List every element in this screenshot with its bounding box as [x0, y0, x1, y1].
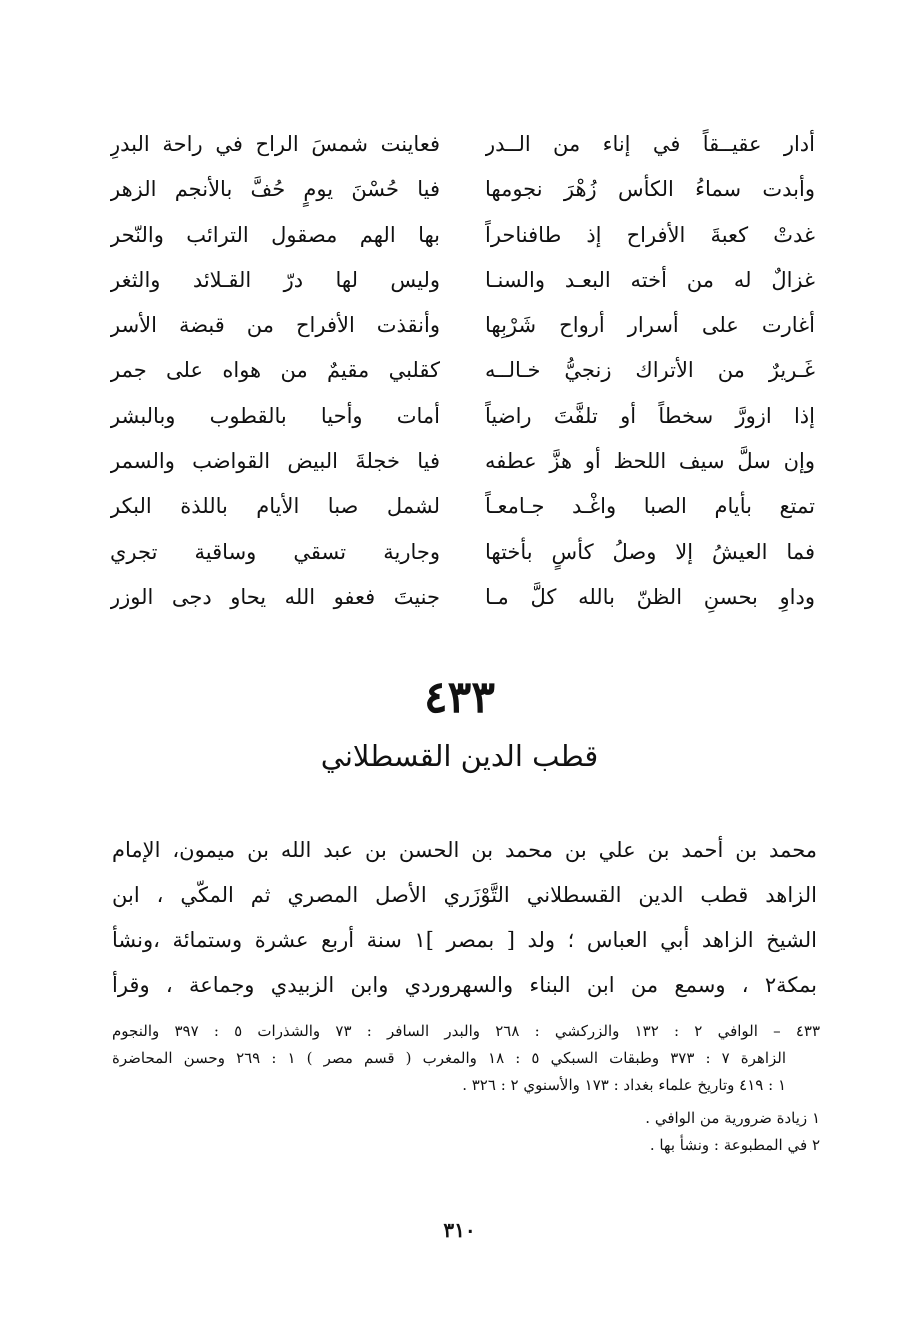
verse	[110, 122, 815, 167]
verse-first-hemistich: غزالٌ له من أخته البعـد والسنـا	[485, 267, 815, 292]
verse-second-hemistich: لشمل صبا الأيام باللذة البكر	[110, 494, 440, 519]
footnotes	[112, 1018, 820, 1159]
footnote-2: ٢ في المطبوعة : ونشأ بها .	[649, 1136, 820, 1154]
text-line: الشيخ الزاهد أبي العباس ؛ ولد [ بمصر ]١ سنة أربع عشرة وستمائة ،ونشأ	[112, 928, 817, 952]
source-note-line: ٤٣٣ – الوافي ٢ : ١٣٢ والزركشي : ٢٦٨ والبدر السافر : ٧٣ والشذرات ٥ : ٣٩٧ والنجوم	[112, 1022, 820, 1040]
biography-number: ٤٣٣	[424, 672, 495, 723]
verse-first-hemistich: وإن سلَّ سيف اللحظ أو هزَّ عطفه	[485, 449, 815, 474]
verse-first-hemistich: غَـريرٌ من الأتراك زنجيُّ خـالــه	[485, 358, 815, 383]
verse-first-hemistich: وأبدت سماءُ الكأس زُهْرَ نجومها	[485, 177, 815, 202]
page-number: ٣١٠	[443, 1218, 476, 1242]
verse-second-hemistich: وجارية تسقي وساقية تجري	[110, 539, 440, 564]
verse-first-hemistich: غدتْ كعبةَ الأفراح إذ طافناحراً	[485, 222, 815, 247]
biography-text	[112, 828, 817, 1008]
source-note-line: الزاهرة ٧ : ٣٧٣ وطبقات السبكي ٥ : ١٨ والمغرب ( قسم مصر ) ١ : ٢٦٩ وحسن المحاضرة	[112, 1049, 787, 1067]
verse-first-hemistich: أدار عقيــقاً في إناء من الــدر	[485, 132, 815, 156]
verse-second-hemistich: وليس لها درّ القـلائد والثغر	[110, 267, 440, 292]
verse-second-hemistich: فيا حُسْنَ يومٍ حُفَّ بالأنجم الزهر	[110, 177, 440, 202]
verse-first-hemistich: فما العيشُ إلا وصلُ كأسٍ بأختها	[485, 539, 815, 564]
verse	[110, 439, 815, 484]
verse-second-hemistich: بها الهم مصقول الترائب والنّحر	[110, 222, 440, 247]
verse	[110, 530, 815, 575]
verse-first-hemistich: تمتع بأيام الصبا واغْـد جـامعـاً	[485, 494, 815, 519]
text-line: محمد بن أحمد بن علي بن محمد بن الحسن بن عبد الله بن ميمون، الإمام	[112, 838, 817, 862]
verse-second-hemistich: أمات وأحيا بالقطوب وبالبشر	[110, 403, 440, 428]
verse-second-hemistich: كقلبي مقيمٌ من هواه على جمر	[110, 358, 440, 383]
verse-first-hemistich: وداوِ بحسنِ الظنّ بالله كلَّ مـا	[485, 584, 815, 609]
source-note-line: ١ : ٤١٩ وتاريخ علماء بغداد : ١٧٣ والأسنوي ٢ : ٣٢٦ .	[462, 1076, 786, 1094]
text-line: بمكة٢ ، وسمع من ابن البناء والسهروردي وابن الزبيدي وجماعة ، وقرأ	[112, 973, 817, 997]
verse	[110, 258, 815, 303]
verse-first-hemistich: أغارت على أسرار أرواح شَرْبِها	[485, 313, 815, 338]
verse-first-hemistich: إذا ازورَّ سخطاً أو تلفَّتَ راضياً	[485, 403, 815, 428]
footnote-1: ١ زيادة ضرورية من الوافي .	[645, 1109, 820, 1127]
verse	[110, 213, 815, 258]
verse-second-hemistich: وأنقذت الأفراح من قبضة الأسر	[110, 313, 440, 338]
biography-title: قطب الدين القسطلاني	[320, 739, 599, 773]
verse	[110, 484, 815, 529]
poem	[110, 122, 815, 620]
verse	[110, 303, 815, 348]
verse	[110, 348, 815, 393]
verse	[110, 167, 815, 212]
verse-second-hemistich: فيا خجلةَ البيض القواضب والسمر	[110, 449, 440, 474]
verse	[110, 575, 815, 620]
verse-second-hemistich: فعاينت شمسَ الراح في راحة البدرِ	[110, 132, 440, 156]
verse	[110, 394, 815, 439]
verse-second-hemistich: جنيتَ فعفو الله يحاو دجى الوزر	[110, 584, 440, 609]
text-line: الزاهد قطب الدين القسطلاني التَّوْزَري الأصل المصري ثم المكّي ، ابن	[112, 883, 817, 907]
